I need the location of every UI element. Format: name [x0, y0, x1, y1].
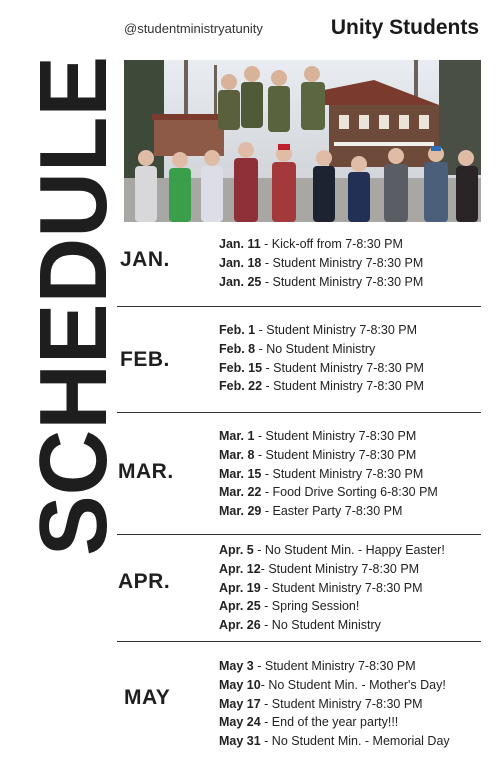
- month-label-apr: APR.: [118, 570, 171, 593]
- event-item: Jan. 18 - Student Ministry 7-8:30 PM: [219, 255, 424, 270]
- event-item: Jan. 11 - Kick-off from 7-8:30 PM: [219, 237, 403, 251]
- event-item: Mar. 22 - Food Drive Sorting 6-8:30 PM: [219, 485, 438, 500]
- event-item: May 17 - Student Ministry 7-8:30 PM: [219, 696, 423, 711]
- divider: [117, 534, 481, 535]
- divider: [117, 306, 481, 307]
- divider: [117, 412, 481, 413]
- event-item: Mar. 1 - Student Ministry 7-8:30 PM: [219, 429, 417, 443]
- social-handle: @studentministryatunity: [124, 21, 263, 36]
- event-item: May 3 - Student Ministry 7-8:30 PM: [219, 659, 416, 673]
- event-item: Apr. 12- Student Ministry 7-8:30 PM: [219, 561, 420, 576]
- event-item: Feb. 8 - No Student Ministry: [219, 341, 376, 356]
- event-list-may: [219, 657, 450, 751]
- event-item: May 24 - End of the year party!!!: [219, 715, 399, 730]
- event-list-jan: [219, 235, 423, 291]
- event-item: Apr. 25 - Spring Session!: [219, 599, 360, 614]
- event-item: Jan. 25 - Student Ministry 7-8:30 PM: [219, 274, 424, 289]
- event-item: May 31 - No Student Min. - Memorial Day: [219, 734, 450, 749]
- event-item: Feb. 15 - Student Ministry 7-8:30 PM: [219, 360, 424, 375]
- vertical-schedule-title: [20, 27, 127, 560]
- event-item: Apr. 5 - No Student Min. - Happy Easter!: [219, 543, 445, 557]
- vertical-schedule-text: SCHEDULE: [20, 27, 127, 556]
- event-list-mar: [219, 427, 438, 521]
- event-item: Mar. 29 - Easter Party 7-8:30 PM: [219, 504, 403, 519]
- divider: [117, 641, 481, 642]
- brand-title: Unity Students: [330, 16, 479, 39]
- event-item: Feb. 22 - Student Ministry 7-8:30 PM: [219, 379, 424, 394]
- event-item: Mar. 8 - Student Ministry 7-8:30 PM: [219, 447, 417, 462]
- event-item: Mar. 15 - Student Ministry 7-8:30 PM: [219, 466, 424, 481]
- month-label-mar: MAR.: [118, 460, 174, 483]
- event-item: Apr. 26 - No Student Ministry: [219, 618, 381, 633]
- month-label-feb: FEB.: [120, 348, 170, 371]
- event-list-apr: [219, 541, 445, 635]
- month-label-jan: JAN.: [120, 248, 170, 271]
- event-list-feb: [219, 321, 424, 396]
- month-label-may: MAY: [124, 686, 171, 709]
- event-item: Apr. 19 - Student Ministry 7-8:30 PM: [219, 580, 423, 595]
- group-photo: [124, 60, 481, 222]
- event-item: May 10- No Student Min. - Mother's Day!: [219, 677, 446, 692]
- event-item: Feb. 1 - Student Ministry 7-8:30 PM: [219, 323, 417, 337]
